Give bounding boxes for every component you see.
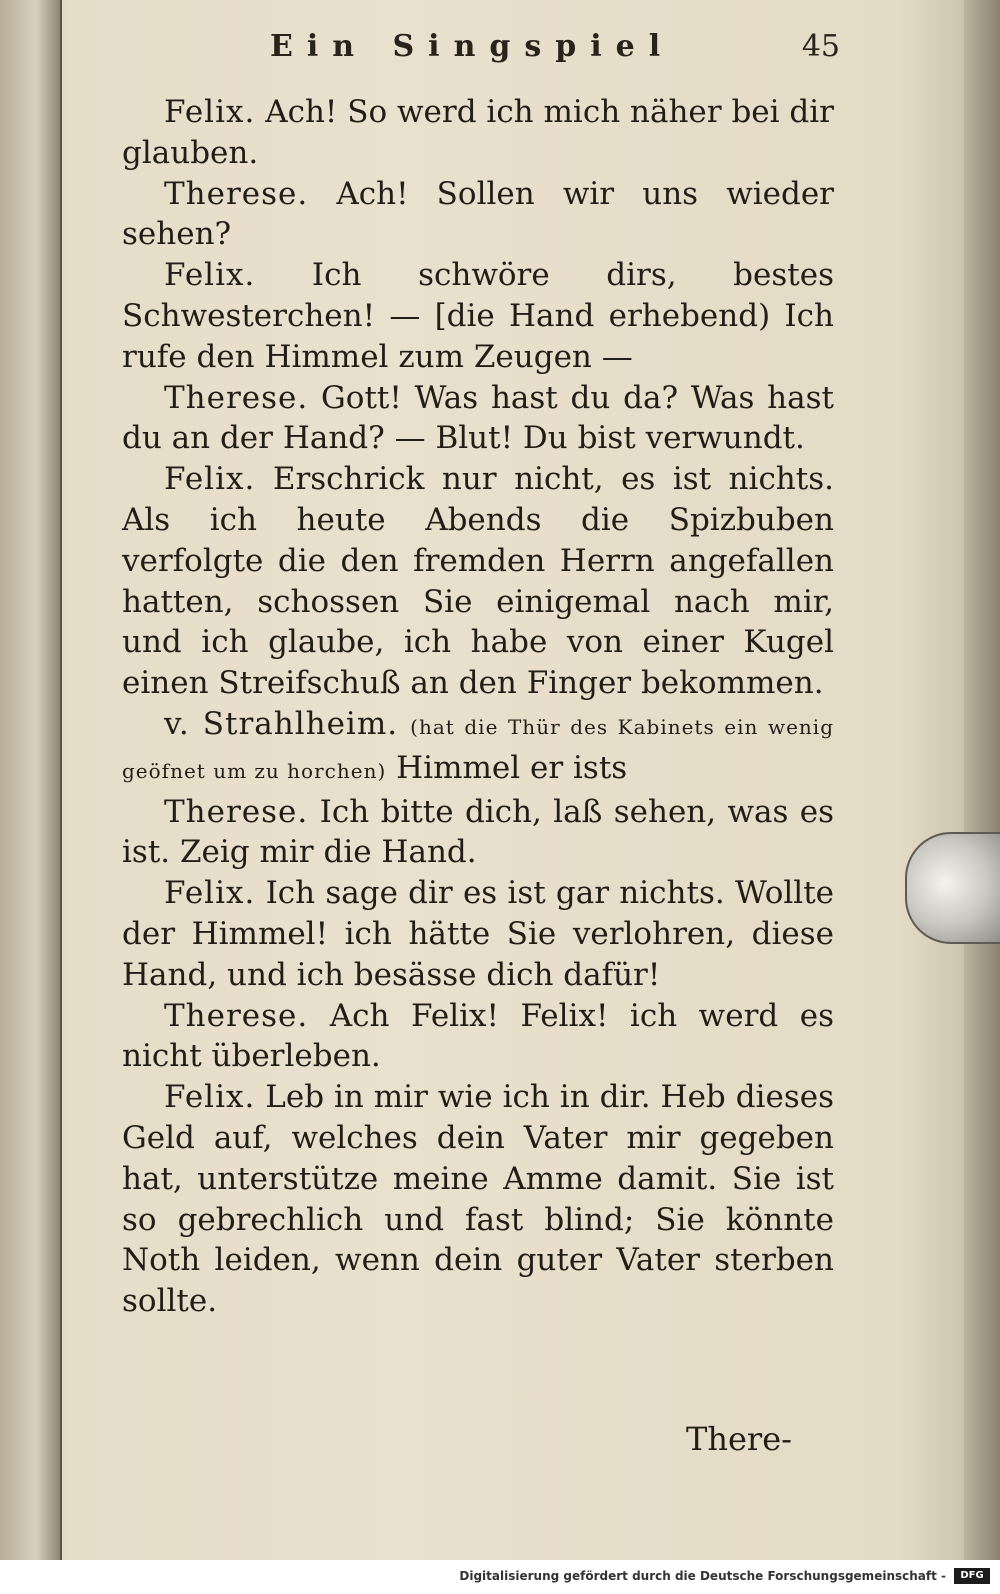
digitization-footer (0, 1560, 1000, 1594)
left-page-edge (0, 0, 62, 1560)
stage-direction: (hat die Thür des Kabinets ein wenig geöfnet um zu horchen) (122, 714, 834, 783)
running-title: Ein Singspiel (270, 28, 675, 64)
body-text (122, 92, 834, 1322)
speaker-name: Therese. (164, 997, 309, 1034)
running-header (270, 22, 840, 70)
speaker-name: Felix. (164, 1079, 256, 1116)
speaker-name: Therese. (164, 175, 309, 212)
paragraph (122, 378, 834, 460)
dialogue-text: Ich schwöre dirs, bestes Schwesterchen! — [die Hand erhebend) Ich rufe den Himmel zum Zeugen — (122, 257, 834, 375)
dialogue-text: Ach! Sollen wir uns wieder sehen? (122, 175, 834, 253)
paragraph (122, 1077, 834, 1322)
page-number: 45 (801, 28, 840, 64)
speaker-name: Therese. (164, 379, 309, 416)
dialogue-text: Gott! Was hast du da? Was hast du an der Hand? — Blut! Du bist verwundt. (122, 379, 834, 457)
dfg-logo: DFG (954, 1568, 990, 1584)
catchword: There- (686, 1420, 792, 1458)
funding-credit: Digitalisierung gefördert durch die Deutsche Forschungsgemeinschaft - (459, 1569, 946, 1583)
paragraph (122, 873, 834, 995)
dialogue-text: Ach! So werd ich mich näher bei dir glauben. (122, 94, 835, 171)
paragraph (122, 459, 834, 704)
dialogue-text: Ich bitte dich, laß sehen, was es ist. Zeig mir die Hand. (122, 793, 835, 871)
paragraph (122, 92, 834, 174)
page-clip (905, 832, 1000, 944)
dialogue-text: Himmel er ists (396, 749, 628, 786)
paragraph (122, 792, 834, 874)
speaker-name: Felix. (164, 257, 256, 294)
dialogue-text: Leb in mir wie ich in dir. Heb dieses Geld auf, welches dein Vater mir gegeben hat, unterstütze meine Amme damit. Sie ist so gebrechlich und fast blind; Sie könnte Noth leiden, wenn dein guter Vater sterben sollte. (122, 1079, 834, 1320)
right-page-edge (964, 0, 1000, 1560)
paragraph (122, 704, 834, 792)
paragraph (122, 255, 834, 377)
speaker-name: Felix. (164, 461, 256, 498)
dialogue-text: Ach Felix! Felix! ich werd es nicht überleben. (122, 997, 834, 1075)
speaker-name: v. Strahlheim. (164, 705, 399, 742)
dialogue-text: Ich sage dir es ist gar nichts. Wollte der Himmel! ich hätte Sie verlohren, diese Hand, und ich besässe dich dafür! (122, 875, 835, 993)
paragraph (122, 174, 834, 256)
paragraph (122, 996, 834, 1078)
dialogue-text: Erschrick nur nicht, es ist nichts. Als ich heute Abends die Spizbuben verfolgte die den fremden Herrn angefallen hatten, schossen Sie einigemal nach mir, und ich glaube, ich habe von einer Kugel einen Streifschuß an den Finger bekommen. (122, 461, 834, 702)
speaker-name: Felix. (164, 94, 256, 130)
speaker-name: Felix. (164, 875, 256, 912)
speaker-name: Therese. (164, 793, 309, 830)
